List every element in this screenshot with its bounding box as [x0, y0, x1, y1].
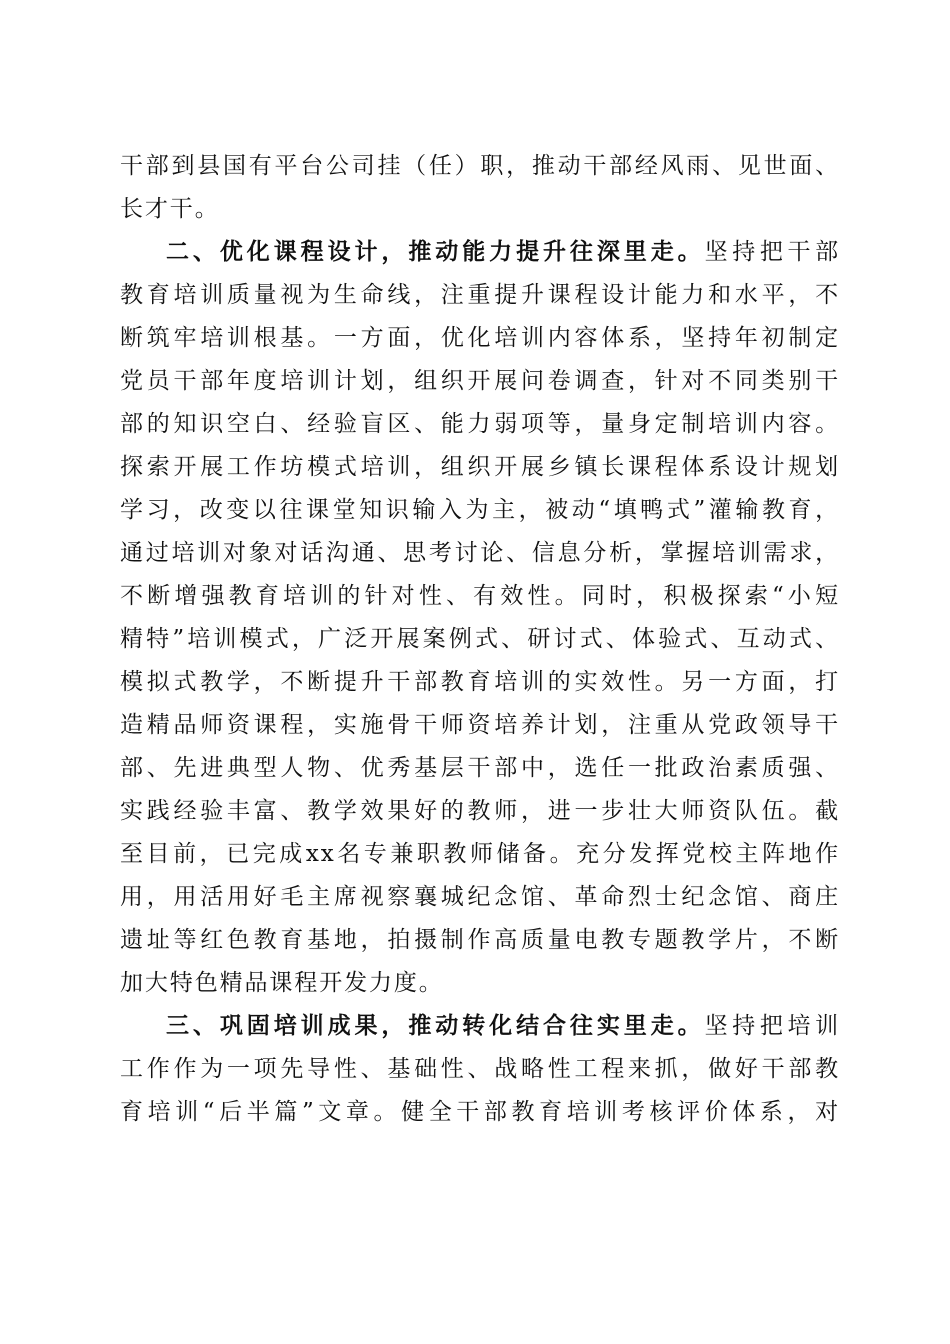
paragraph-line: 用，用活用好毛主席视察襄城纪念馆、革命烈士纪念馆、商庄: [120, 884, 840, 910]
paragraph-line: 遗址等红色教育基地，拍摄制作高质量电教专题教学片，不断: [120, 927, 840, 953]
paragraph-line: 探索开展工作坊模式培训，组织开展乡镇长课程体系设计规划: [120, 454, 840, 480]
paragraph-line: 党员干部年度培训计划，组织开展问卷调查，针对不同类别干: [120, 368, 840, 394]
paragraph-line: 断筑牢培训根基。一方面，优化培训内容体系，坚持年初制定: [120, 325, 840, 351]
paragraph-line: 造精品师资课程，实施骨干师资培养计划，注重从党政领导干: [120, 712, 840, 738]
paragraph-line: 精特”培训模式，广泛开展案例式、研讨式、体验式、互动式、: [120, 626, 840, 652]
paragraph-line: 通过培训对象对话沟通、思考讨论、信息分析，掌握培训需求，: [120, 540, 840, 566]
paragraph-line: 至目前，已完成xx名专兼职教师储备。充分发挥党校主阵地作: [120, 841, 840, 867]
paragraph-line: 加大特色精品课程开发力度。: [120, 970, 444, 996]
paragraph-line: 部的知识空白、经验盲区、能力弱项等，量身定制培训内容。: [120, 411, 840, 437]
paragraph-line: 学习，改变以往课堂知识输入为主，被动“填鸭式”灌输教育，: [120, 497, 840, 523]
paragraph-line: 部、先进典型人物、优秀基层干部中，选任一批政治素质强、: [120, 755, 840, 781]
section-3-first-line: [166, 1006, 840, 1046]
section-2-heading: 二、优化课程设计，推动能力提升往深里走。: [166, 239, 705, 265]
paragraph-line: 育培训“后半篇”文章。健全干部教育培训考核评价体系，对: [120, 1099, 840, 1125]
section-3-lead: 坚持把培训: [704, 1013, 841, 1039]
paragraph-line: 长才干。: [120, 196, 220, 222]
paragraph-line: 实践经验丰富、教学效果好的教师，进一步壮大师资队伍。截: [120, 798, 840, 824]
paragraph-line: 不断增强教育培训的针对性、有效性。同时，积极探索“小短: [120, 583, 840, 609]
section-2-lead: 坚持把干部: [704, 239, 841, 265]
paragraph-line: 干部到县国有平台公司挂（任）职，推动干部经风雨、见世面、: [120, 153, 840, 179]
section-2-first-line: [166, 232, 840, 272]
paragraph-line: 工作作为一项先导性、基础性、战略性工程来抓，做好干部教: [120, 1056, 840, 1082]
section-3-heading: 三、巩固培训成果，推动转化结合往实里走。: [166, 1013, 705, 1039]
paragraph-line: 模拟式教学，不断提升干部教育培训的实效性。另一方面，打: [120, 669, 840, 695]
paragraph-line: 教育培训质量视为生命线，注重提升课程设计能力和水平，不: [120, 282, 840, 308]
